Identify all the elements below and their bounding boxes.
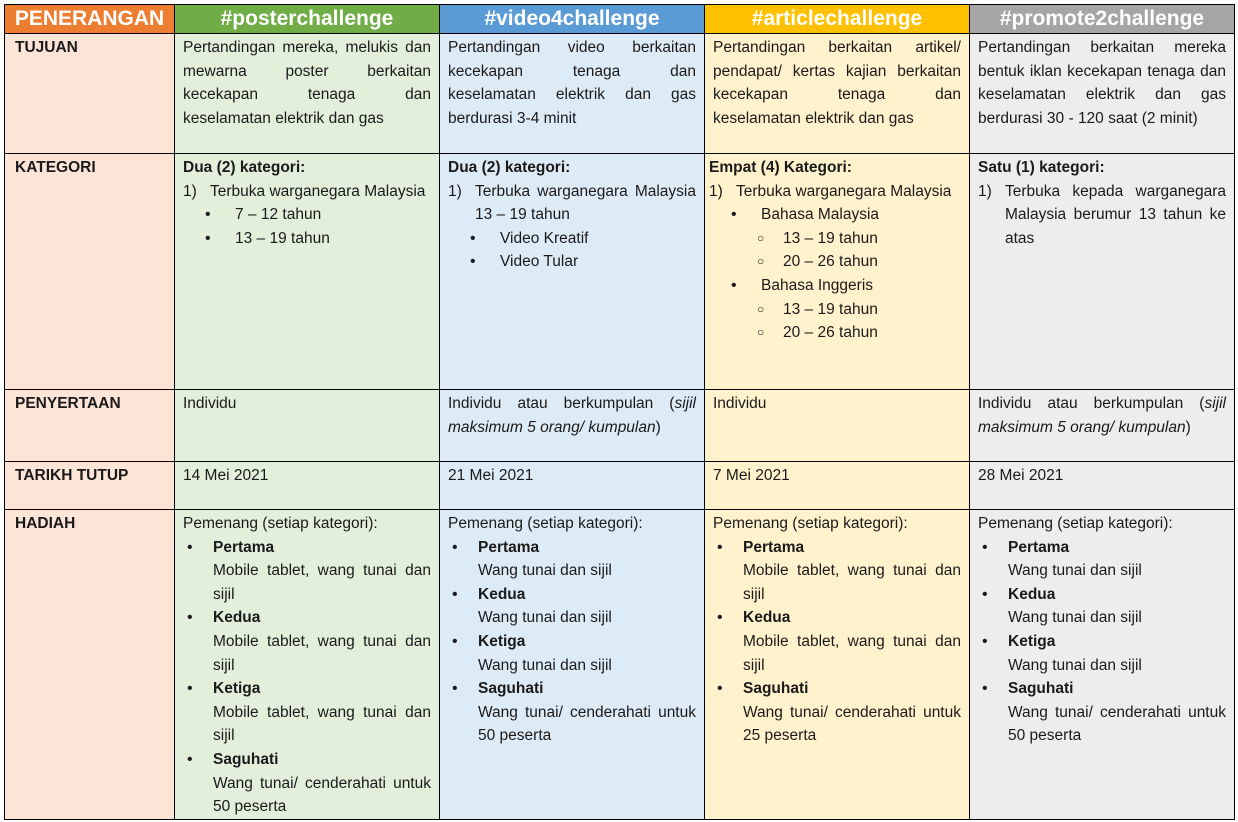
competition-table <box>4 4 1235 820</box>
numbered-item <box>448 180 696 227</box>
prize-desc: Wang tunai dan sijil <box>478 656 612 674</box>
prize-title: • Pertama <box>213 538 275 556</box>
penyertaan-article: Individu <box>705 390 970 462</box>
prize-desc: Wang tunai/ cenderahati untuk 50 peserta <box>213 774 431 816</box>
kategori-poster <box>175 154 440 390</box>
tujuan-article: Pertandingan berkaitan artikel/ pendapat/ kertas kajian berkaitan kecekapan tenaga dan keselamatan elektrik dan gas <box>705 34 970 154</box>
prize-title: • Kedua <box>743 609 791 627</box>
hadiah-intro: Pemenang (setiap kategori): <box>713 515 908 532</box>
age-list <box>183 203 431 250</box>
list-number: 1) <box>709 182 723 200</box>
prize-item <box>183 677 431 748</box>
prize-item <box>448 536 696 583</box>
prize-title: • Saguhati <box>1008 680 1074 698</box>
prize-title: • Pertama <box>743 538 805 556</box>
list-item: ○ 20 – 26 tahun <box>709 250 961 274</box>
prize-list <box>183 536 431 819</box>
prize-title: • Saguhati <box>213 750 279 768</box>
prize-desc: Wang tunai dan sijil <box>478 562 612 580</box>
kategori-heading: Dua (2) kategori: <box>183 159 306 176</box>
hadiah-intro: Pemenang (setiap kategori): <box>183 515 378 532</box>
tujuan-promote: Pertandingan berkaitan mereka bentuk iklan kecekapan tenaga dan keselamatan elektrik dan gas berdurasi 30 - 120 saat (2 minit) <box>970 34 1235 154</box>
prize-desc: Wang tunai/ cenderahati untuk 50 peserta <box>1008 703 1226 745</box>
prize-desc: Wang tunai dan sijil <box>478 609 612 627</box>
language-bahasa-malaysia: • Bahasa Malaysia <box>709 203 961 227</box>
header-video4challenge: #video4challenge <box>440 5 705 34</box>
numbered-item <box>183 180 431 204</box>
row-label-hadiah: HADIAH <box>5 510 175 820</box>
kategori-article <box>705 154 970 390</box>
kategori-promote <box>970 154 1235 390</box>
row-tarikh-tutup <box>5 462 1235 510</box>
header-promote2challenge: #promote2challenge <box>970 5 1235 34</box>
tarikh-promote: 28 Mei 2021 <box>970 462 1235 510</box>
kategori-heading: Satu (1) kategori: <box>978 159 1105 176</box>
prize-desc: Wang tunai dan sijil <box>1008 609 1142 627</box>
prize-desc: Mobile tablet, wang tunai dan sijil <box>743 562 961 603</box>
hadiah-poster <box>175 510 440 820</box>
row-kategori <box>5 154 1235 390</box>
penyertaan-close: ) <box>655 418 661 436</box>
hadiah-intro: Pemenang (setiap kategori): <box>978 515 1173 532</box>
prize-list <box>713 536 961 748</box>
header-penerangan: PENERANGAN <box>5 5 175 34</box>
prize-title: • Pertama <box>1008 538 1070 556</box>
prize-item <box>448 583 696 630</box>
prize-title: • Kedua <box>1008 585 1056 603</box>
prize-desc: Wang tunai/ cenderahati untuk 25 peserta <box>743 703 961 745</box>
penyertaan-promote <box>970 390 1235 462</box>
header-articlechallenge: #articlechallenge <box>705 5 970 34</box>
list-item: • 13 – 19 tahun <box>183 227 431 251</box>
prize-desc: Wang tunai dan sijil <box>1008 656 1142 674</box>
penyertaan-note: sijil maksimum 5 orang/ kumpulan <box>448 395 696 436</box>
list-number: 1) <box>978 182 992 200</box>
prize-item <box>978 536 1226 583</box>
list-item: ○ 20 – 26 tahun <box>709 321 961 345</box>
prize-item <box>713 606 961 677</box>
kategori-item-text: Terbuka warganegara Malaysia 13 – 19 tahun <box>475 182 696 224</box>
header-posterchallenge: #posterchallenge <box>175 5 440 34</box>
kategori-heading: Empat (4) Kategori: <box>709 159 852 176</box>
prize-title: • Saguhati <box>478 680 544 698</box>
prize-list <box>978 536 1226 748</box>
list-item: ○ 13 – 19 tahun <box>709 227 961 251</box>
tarikh-video: 21 Mei 2021 <box>440 462 705 510</box>
prize-title: • Kedua <box>213 609 261 627</box>
hadiah-intro: Pemenang (setiap kategori): <box>448 515 643 532</box>
hadiah-video <box>440 510 705 820</box>
list-item: ○ 13 – 19 tahun <box>709 298 961 322</box>
list-number: 1) <box>183 182 197 200</box>
kategori-item-text: Terbuka kepada warganegara Malaysia berumur 13 tahun ke atas <box>1005 182 1226 247</box>
prize-item <box>713 536 961 607</box>
penyertaan-video <box>440 390 705 462</box>
prize-desc: Wang tunai dan sijil <box>1008 562 1142 580</box>
prize-title: • Kedua <box>478 585 526 603</box>
list-item: • 7 – 12 tahun <box>183 203 431 227</box>
prize-title: • Ketiga <box>478 632 526 650</box>
row-penyertaan <box>5 390 1235 462</box>
numbered-item <box>978 180 1226 251</box>
prize-item <box>183 536 431 607</box>
prize-item <box>183 606 431 677</box>
kategori-heading: Dua (2) kategori: <box>448 159 571 176</box>
prize-desc: Mobile tablet, wang tunai dan sijil <box>213 632 431 674</box>
hadiah-article <box>705 510 970 820</box>
prize-desc: Mobile tablet, wang tunai dan sijil <box>743 632 961 674</box>
video-type-list <box>448 227 696 274</box>
prize-item <box>448 677 696 748</box>
row-tujuan <box>5 34 1235 154</box>
row-label-penyertaan: PENYERTAAN <box>5 390 175 462</box>
tarikh-poster: 14 Mei 2021 <box>175 462 440 510</box>
language-bahasa-inggeris: • Bahasa Inggeris <box>709 274 961 298</box>
prize-item <box>978 630 1226 677</box>
prize-title: • Pertama <box>478 538 540 556</box>
penyertaan-text: Individu atau berkumpulan ( <box>978 395 1205 412</box>
prize-list <box>448 536 696 748</box>
list-item: • Video Kreatif <box>448 227 696 251</box>
row-hadiah <box>5 510 1235 820</box>
hadiah-promote <box>970 510 1235 820</box>
prize-item <box>713 677 961 748</box>
tujuan-video: Pertandingan video berkaitan kecekapan tenaga dan keselamatan elektrik dan gas berdurasi 3-4 minit <box>440 34 705 154</box>
language-list <box>709 203 961 345</box>
numbered-item <box>709 180 961 204</box>
penyertaan-poster: Individu <box>175 390 440 462</box>
prize-item <box>448 630 696 677</box>
header-row <box>5 5 1235 34</box>
penyertaan-text: Individu atau berkumpulan ( <box>448 395 675 412</box>
prize-desc: Mobile tablet, wang tunai dan sijil <box>213 562 431 603</box>
tujuan-poster: Pertandingan mereka, melukis dan mewarna poster berkaitan kecekapan tenaga dan keselamatan elektrik dan gas <box>175 34 440 154</box>
row-label-tarikh-tutup: TARIKH TUTUP <box>5 462 175 510</box>
row-label-tujuan: TUJUAN <box>5 34 175 154</box>
penyertaan-note: sijil maksimum 5 orang/ kumpulan <box>978 395 1226 436</box>
kategori-video <box>440 154 705 390</box>
prize-item <box>183 748 431 819</box>
tarikh-article: 7 Mei 2021 <box>705 462 970 510</box>
prize-title: • Ketiga <box>213 680 261 698</box>
kategori-item-text: Terbuka warganegara Malaysia <box>210 182 426 200</box>
kategori-item-text: Terbuka warganegara Malaysia <box>736 182 952 200</box>
prize-item <box>978 677 1226 748</box>
prize-desc: Mobile tablet, wang tunai dan sijil <box>213 703 431 745</box>
list-number: 1) <box>448 182 462 200</box>
prize-title: • Ketiga <box>1008 632 1056 650</box>
list-item: • Video Tular <box>448 250 696 274</box>
penyertaan-close: ) <box>1185 418 1191 436</box>
prize-title: • Saguhati <box>743 680 809 698</box>
row-label-kategori: KATEGORI <box>5 154 175 390</box>
prize-item <box>978 583 1226 630</box>
prize-desc: Wang tunai/ cenderahati untuk 50 peserta <box>478 703 696 745</box>
